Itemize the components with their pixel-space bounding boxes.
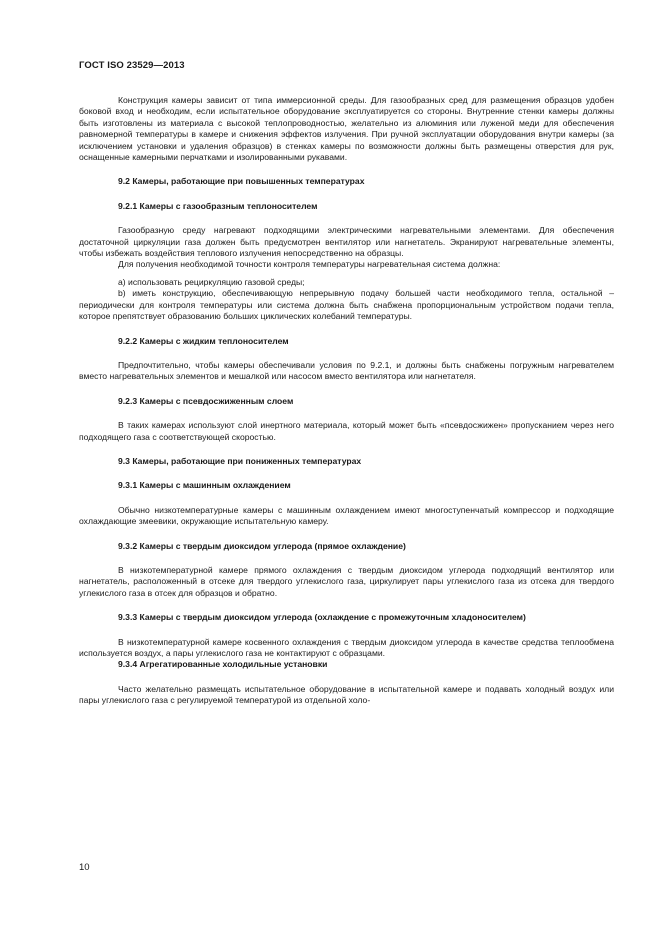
- section-heading-9-3-3: 9.3.3 Камеры с твердым диоксидом углерода (охлаждение с промежуточным хладоносителем): [118, 612, 526, 623]
- section-heading-9-2-3: 9.2.3 Камеры с псевдосжиженным слоем: [118, 395, 294, 406]
- paragraph-direct-cooling: В низкотемпературной камере прямого охлаждения с твердым диоксидом углерода подходящий вентилятор или нагнетатель, расположенный в отсеке для твердого углекислого газа, циркулирует пары углекислого газа из отсека для твердого углекислого газа в отсек для образцов и обратно.: [79, 564, 614, 598]
- section-heading-9-3-2: 9.3.2 Камеры с твердым диоксидом углерода (прямое охлаждение): [118, 540, 406, 551]
- paragraph-liquid-medium: Предпочтительно, чтобы камеры обеспечивали условия по 9.2.1, и должны быть снабжены погружным нагревателем вместо нагревательных элементов и мешалкой или насосом вместо вентилятора или нагнетателя.: [79, 359, 614, 382]
- paragraph-refrigeration-units: Часто желательно размещать испытательное оборудование в испытательной камере и подавать холодный воздух или пары углекислого газа с регулируемой температурой из отдельной холо-: [79, 683, 614, 706]
- section-heading-9-3: 9.3 Камеры, работающие при пониженных температурах: [118, 455, 362, 466]
- paragraph-machine-cooling: Обычно низкотемпературные камеры с машинным охлаждением имеют многоступенчатый компрессор и подходящие охлаждающие змеевики, окружающие испытательную камеру.: [79, 504, 614, 527]
- section-heading-9-2-1: 9.2.1 Камеры с газообразным теплоносителем: [118, 200, 318, 211]
- paragraph-chamber-design: Конструкция камеры зависит от типа иммерсионной среды. Для газообразных сред для размещения образцов удобен боковой вход и необходим, если испытательное оборудование эксплуатируется со стороны. Внутренние стенки камеры должны быть изготовлены из материала с высокой теплопроводностью, желательно из алюминия или луженой меди для обеспечения равномерной температуры в камере и снижения эффектов излучения. При ручной эксплуатации оборудования внутри камеры (за исключением установки и удаления образцов) в стенках камеры по возможности должны быть размещены отверстия для рук, оснащенные камерными перчатками и изолированными рукавами.: [79, 95, 614, 163]
- document-header: ГОСТ ISO 23529—2013: [79, 60, 185, 71]
- section-heading-9-3-4: 9.3.4 Агрегатированные холодильные установки: [118, 659, 328, 670]
- paragraph-gas-heating: Газообразную среду нагревают подходящими электрическими нагревательными элементами. Для обеспечения достаточной циркуляции газа должен быть предусмотрен вентилятор или нагнетатель. Экранируют нагревательные элементы, чтобы избежать воздействия теплового излучения непосредственно на образцы.: [79, 225, 614, 259]
- section-heading-9-3-1: 9.3.1 Камеры с машинным охлаждением: [118, 480, 291, 491]
- document-body: [79, 95, 614, 707]
- page-number: 10: [79, 862, 90, 873]
- section-heading-9-2: 9.2 Камеры, работающие при повышенных температурах: [118, 176, 365, 187]
- paragraph-indirect-cooling: В низкотемпературной камере косвенного охлаждения с твердым диоксидом углерода в качестве средства теплообмена используется воздух, а пары углекислого газа не контактируют с образцами.: [79, 636, 614, 658]
- list-item-a: а) использовать рециркуляцию газовой среды;: [118, 276, 305, 287]
- list-item-b: b) иметь конструкцию, обеспечивающую непрерывную подачу большей части необходимого тепла, остальной – периодически для контроля температуры или система должна быть снабжена пропорциональным устройством подачи тепла, которое препятствует образованию больших циклических колебаний температуры.: [79, 288, 614, 322]
- paragraph-heating-accuracy: Для получения необходимой точности контроля температуры нагревательная система должна:: [118, 259, 501, 270]
- paragraph-fluidized-bed: В таких камерах используют слой инертного материала, который может быть «псевдосжижен» пропусканием через него подходящего газа с соответствующей скоростью.: [79, 420, 614, 442]
- section-heading-9-2-2: 9.2.2 Камеры с жидким теплоносителем: [118, 335, 289, 346]
